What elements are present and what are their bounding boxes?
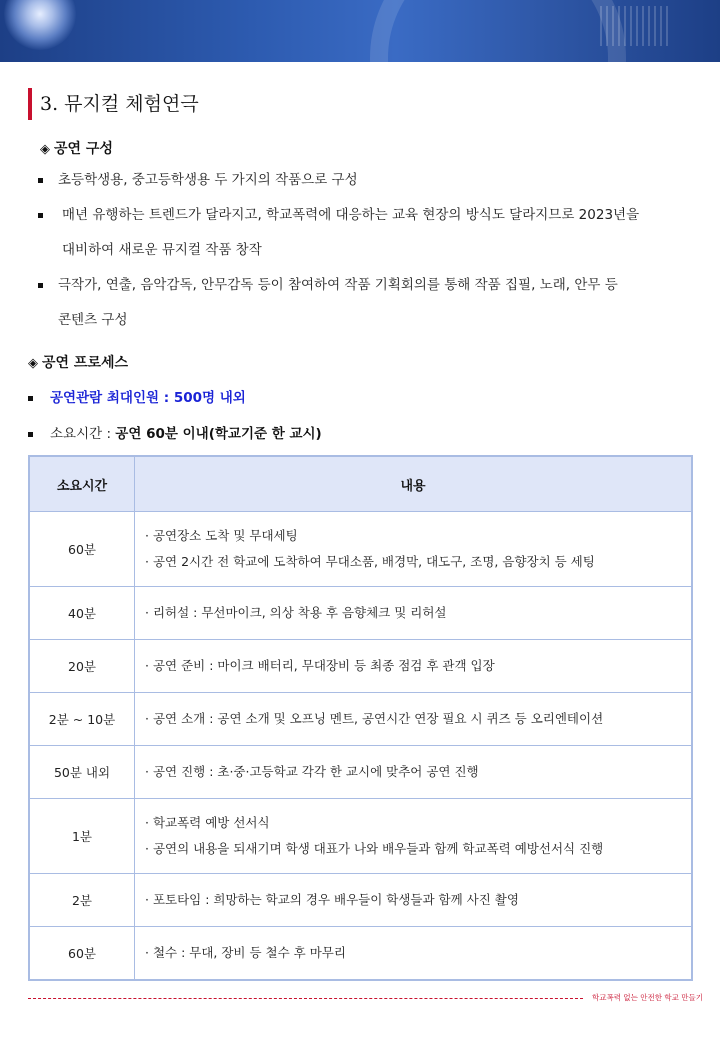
table-row	[29, 874, 692, 927]
header-banner	[0, 0, 720, 62]
table-row	[29, 693, 692, 746]
table-row	[29, 512, 692, 587]
row-time: 60분	[29, 512, 135, 587]
row-content	[135, 874, 693, 927]
row-item: · 포토타임 : 희망하는 학교의 경우 배우들이 학생들과 함께 사진 촬영	[145, 892, 519, 907]
row-time: 1분	[29, 799, 135, 874]
row-time: 20분	[29, 640, 135, 693]
square-bullet-icon	[28, 396, 33, 401]
composition-heading-text: 공연 구성	[54, 141, 113, 157]
table-row	[29, 799, 692, 874]
max-audience: 공연관람 최대인원 : 500명 내외	[50, 390, 246, 406]
row-item: · 공연 2시간 전 학교에 도착하여 무대소품, 배경막, 대도구, 조명, 음향장치 등 세팅	[145, 554, 595, 569]
square-bullet-icon	[38, 213, 43, 218]
banner-ring-decoration	[370, 0, 626, 62]
row-content	[135, 693, 693, 746]
composition-bullet-3: 극작가, 연출, 음악감독, 안무감독 등이 참여하여 작품 기획회의를 통해 작품 집필, 노래, 안무 등	[58, 277, 618, 293]
row-item: · 철수 : 무대, 장비 등 철수 후 마무리	[145, 944, 346, 960]
row-time: 60분	[29, 927, 135, 980]
row-content	[135, 587, 693, 640]
square-bullet-icon	[38, 178, 43, 183]
composition-bullet-3-cont: 콘텐츠 구성	[58, 312, 128, 328]
row-item: · 학교폭력 예방 선서식	[145, 815, 270, 830]
row-item: · 공연장소 도착 및 무대세팅	[145, 528, 298, 543]
row-content	[135, 927, 693, 980]
table-header-row	[29, 456, 692, 512]
table-row	[29, 927, 692, 980]
row-time: 40분	[29, 587, 135, 640]
row-item: · 공연 소개 : 공연 소개 및 오프닝 멘트, 공연시간 연장 필요 시 퀴즈 등 오리엔테이션	[145, 711, 604, 726]
header-time: 소요시간	[29, 456, 135, 512]
banner-pattern-decoration	[600, 6, 670, 46]
process-heading	[28, 352, 128, 372]
row-time: 2분 ~ 10분	[29, 693, 135, 746]
composition-bullet-1: 초등학생용, 중고등학생용 두 가지의 작품으로 구성	[58, 172, 358, 188]
table-row	[29, 746, 692, 799]
table-row	[29, 640, 692, 693]
row-content	[135, 799, 693, 874]
process-heading-text: 공연 프로세스	[42, 355, 129, 371]
composition-heading	[40, 138, 113, 158]
row-content	[135, 640, 693, 693]
composition-bullet-2: 매년 유행하는 트렌드가 달라지고, 학교폭력에 대응하는 교육 현장의 방식도 달라지므로 2023년을	[62, 207, 640, 223]
header-content: 내용	[135, 456, 693, 512]
footer-divider	[28, 998, 583, 999]
duration-line	[50, 424, 322, 444]
square-bullet-icon	[38, 283, 43, 288]
banner-orb-decoration	[4, 0, 76, 50]
row-item: · 공연 진행 : 초·중·고등학교 각각 한 교시에 맞추어 공연 진행	[145, 764, 479, 779]
duration-label: 소요시간 :	[50, 426, 116, 442]
row-item: · 리허설 : 무선마이크, 의상 착용 후 음향체크 및 리허설	[145, 605, 447, 620]
diamond-icon: ◈	[40, 142, 50, 157]
row-item: · 공연의 내용을 되새기며 학생 대표가 나와 배우들과 함께 학교폭력 예방선서식 진행	[145, 841, 604, 856]
row-item: · 공연 준비 : 마이크 배터리, 무대장비 등 최종 점검 후 관객 입장	[145, 658, 495, 673]
composition-bullet-2-cont: 대비하여 새로운 뮤지컬 작품 창작	[62, 242, 262, 258]
duration-value: 공연 60분 이내(학교기준 한 교시)	[115, 426, 322, 442]
row-content	[135, 746, 693, 799]
row-time: 2분	[29, 874, 135, 927]
footer-text: 학교폭력 없는 안전한 학교 만들기	[592, 993, 703, 1002]
diamond-icon: ◈	[28, 356, 38, 371]
section-title: 3. 뮤지컬 체험연극	[28, 88, 199, 120]
row-time: 50분 내외	[29, 746, 135, 799]
square-bullet-icon	[28, 432, 33, 437]
row-content	[135, 512, 693, 587]
schedule-table	[28, 455, 693, 981]
table-row	[29, 587, 692, 640]
